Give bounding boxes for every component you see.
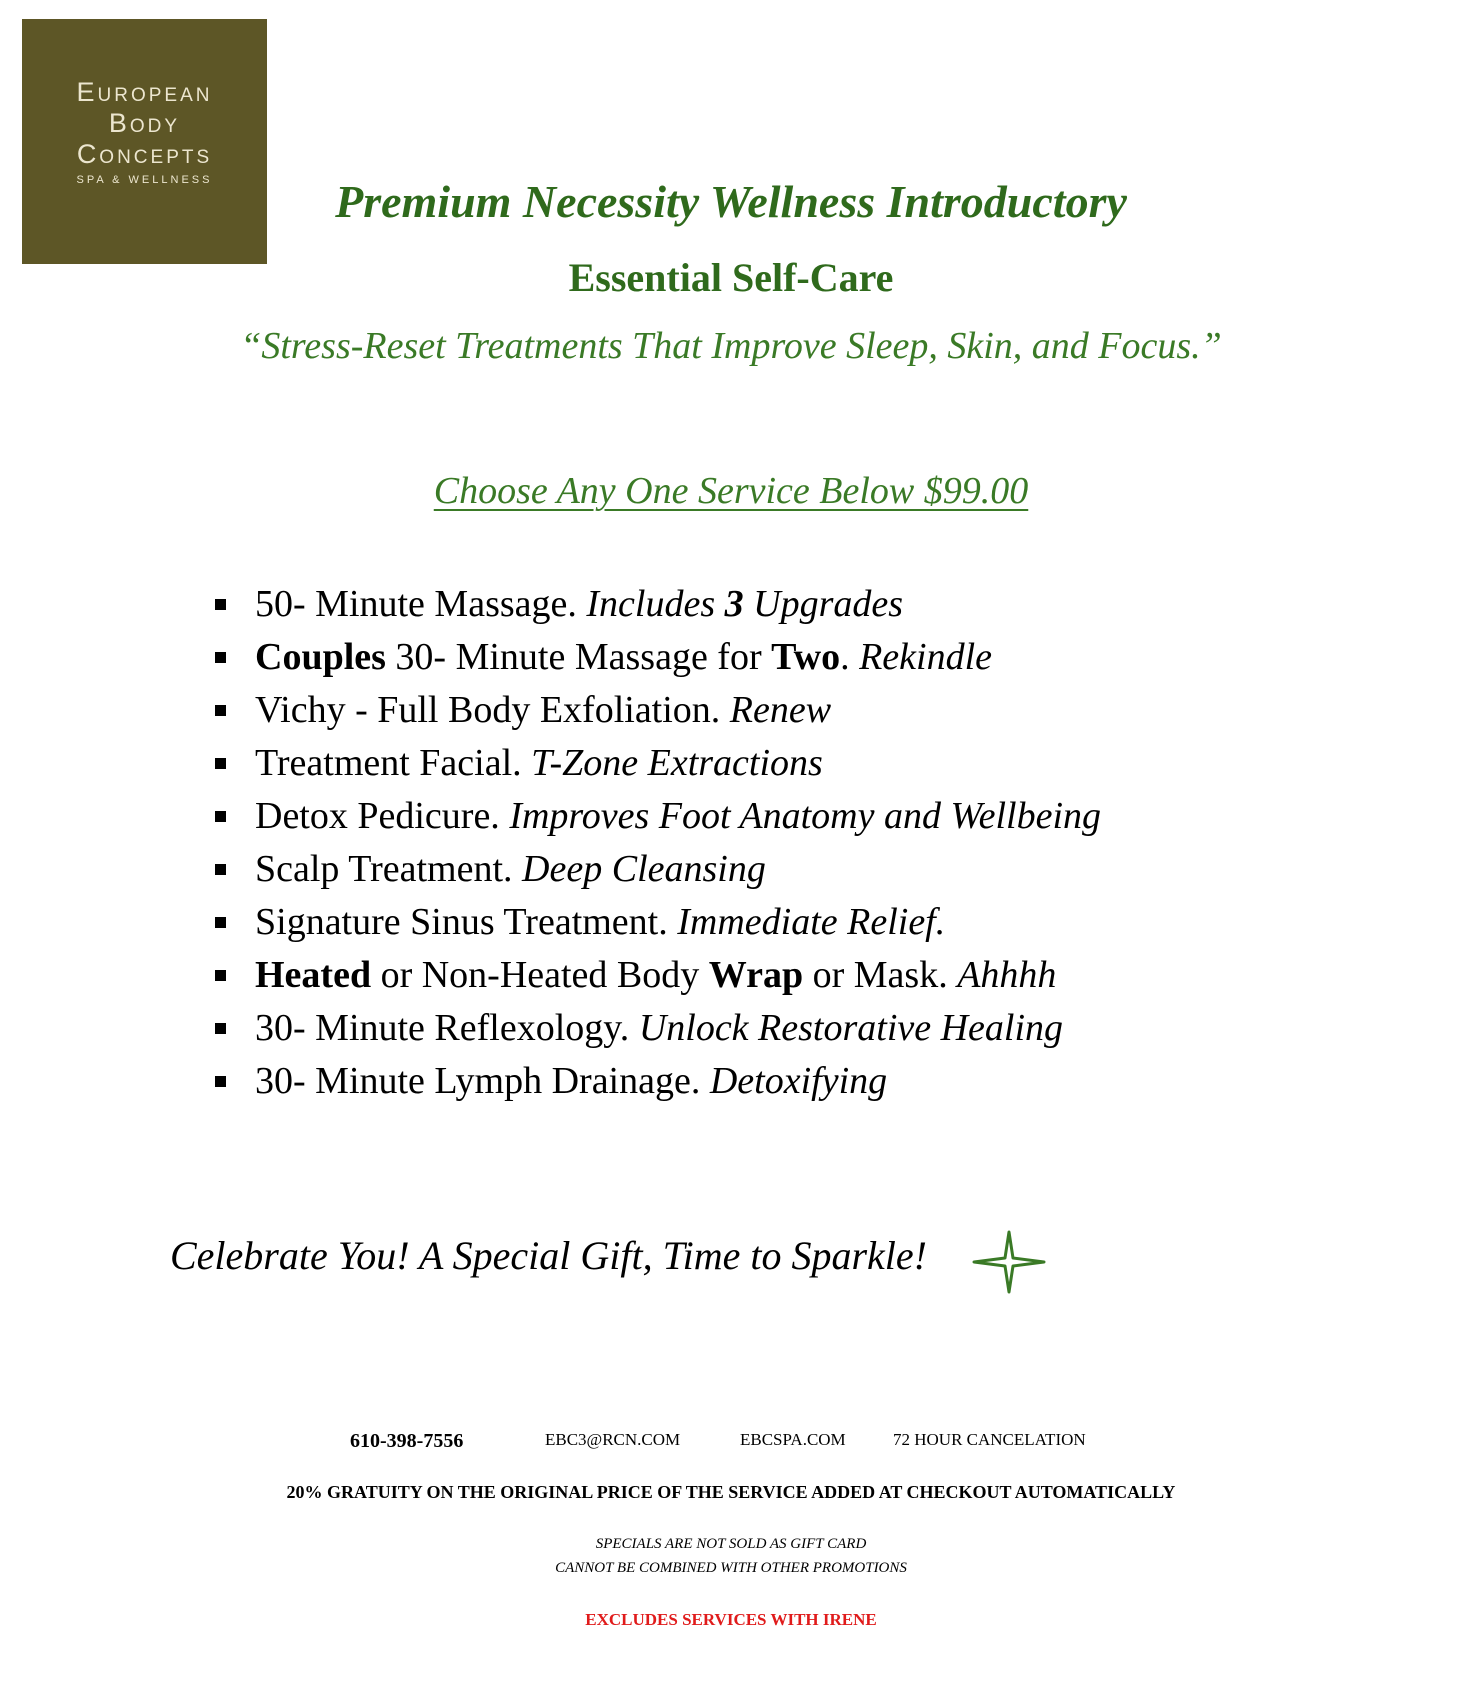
- service-item: Vichy - Full Body Exfoliation. Renew: [215, 684, 1101, 737]
- service-item: 50- Minute Massage. Includes 3 Upgrades: [215, 578, 1101, 631]
- service-item: Couples 30- Minute Massage for Two. Rekindle: [215, 631, 1101, 684]
- logo-line-concepts: Concepts: [76, 139, 213, 169]
- service-item: Heated or Non-Heated Body Wrap or Mask. Ahhhh: [215, 949, 1101, 1002]
- service-item: Scalp Treatment. Deep Cleansing: [215, 843, 1101, 896]
- bullet-icon: [215, 599, 226, 610]
- bullet-icon: [215, 917, 226, 928]
- logo-line-body: Body: [108, 108, 181, 138]
- phone-number: 610-398-7556: [350, 1430, 464, 1452]
- bullet-icon: [215, 970, 226, 981]
- bullet-icon: [215, 811, 226, 822]
- service-item: 30- Minute Lymph Drainage. Detoxifying: [215, 1055, 1101, 1108]
- fine-print: [0, 1532, 1462, 1580]
- fine-print-line: SPECIALS ARE NOT SOLD AS GIFT CARD: [595, 1536, 867, 1552]
- bullet-icon: [215, 705, 226, 716]
- page-title-text: Premium Necessity Wellness Introductory: [335, 176, 1127, 227]
- bullet-icon: [215, 652, 226, 663]
- service-item: Signature Sinus Treatment. Immediate Relief.: [215, 896, 1101, 949]
- gratuity-notice: 20% GRATUITY ON THE ORIGINAL PRICE OF THE SERVICE ADDED AT CHECKOUT AUTOMATICALLY: [286, 1482, 1176, 1502]
- exclusion-notice: EXCLUDES SERVICES WITH IRENE: [585, 1610, 877, 1629]
- four-point-star-icon: [972, 1230, 1046, 1294]
- email-address: EBC3@RCN.COM: [545, 1430, 681, 1449]
- page-title: [0, 175, 1462, 228]
- offer-heading-text: Choose Any One Service Below $99.00: [433, 470, 1029, 512]
- service-item: Detox Pedicure. Improves Foot Anatomy and Wellbeing: [215, 790, 1101, 843]
- bullet-icon: [215, 1076, 226, 1087]
- celebrate-message: Celebrate You! A Special Gift, Time to Sparkle!: [170, 1233, 927, 1278]
- logo-line-european: European: [76, 77, 213, 107]
- logo-tagline: SPA & WELLNESS: [76, 174, 213, 186]
- bullet-icon: [215, 1023, 226, 1034]
- page-subtitle: Essential Self-Care: [568, 255, 894, 300]
- service-item: Treatment Facial. T-Zone Extractions: [215, 737, 1101, 790]
- website: EBCSPA.COM: [740, 1430, 846, 1449]
- offer-heading: [0, 469, 1462, 513]
- contact-bar: [0, 1430, 1462, 1454]
- tagline: “Stress-Reset Treatments That Improve Sleep, Skin, and Focus.”: [240, 325, 1222, 367]
- fine-print-line: CANNOT BE COMBINED WITH OTHER PROMOTIONS: [555, 1560, 907, 1576]
- bullet-icon: [215, 864, 226, 875]
- bullet-icon: [215, 758, 226, 769]
- service-list: [215, 578, 1101, 1108]
- cancellation-policy: 72 HOUR CANCELATION: [893, 1430, 1086, 1449]
- service-item: 30- Minute Reflexology. Unlock Restorative Healing: [215, 1002, 1101, 1055]
